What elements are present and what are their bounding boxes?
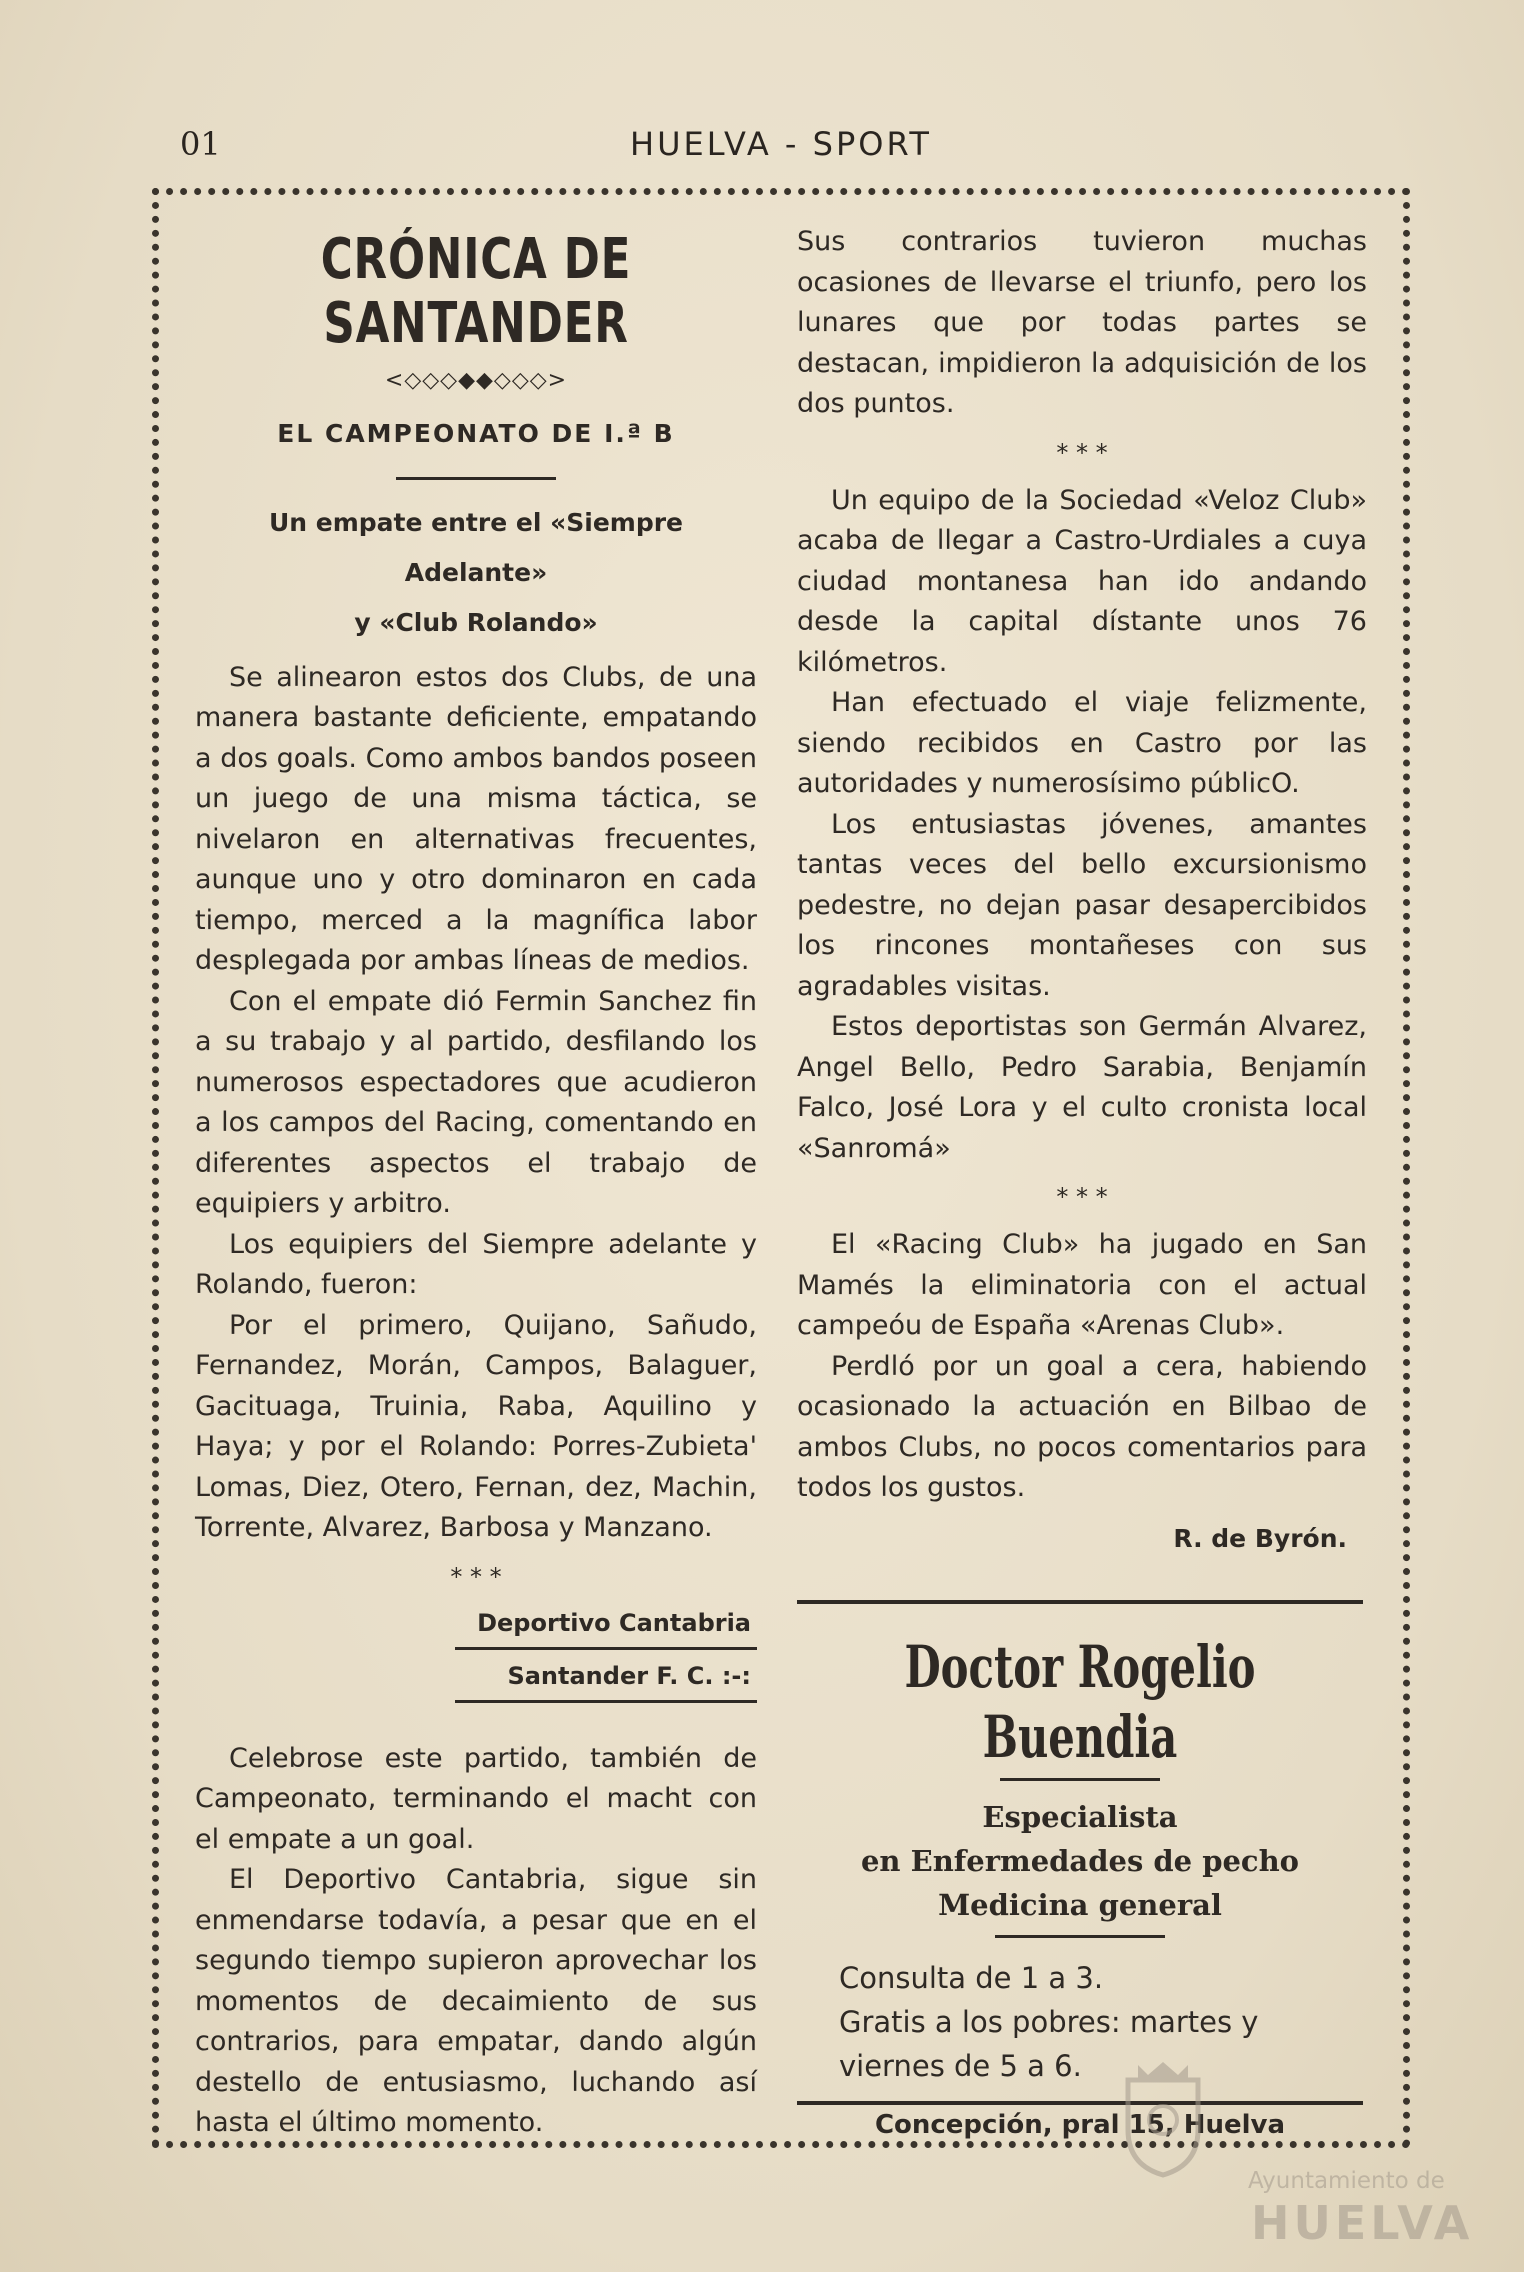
advert-general: Medicina general [938, 1888, 1222, 1922]
paragraph: Han efectuado el viaje felizmente, siendo recibidos en Castro por las autoridades y numerosísimo públicO. [797, 687, 1367, 799]
advert-free-hours: Gratis a los pobres: martes y viernes de 5 a 6. [839, 2005, 1259, 2083]
advert-name: Doctor Rogelio Buendia [904, 1633, 1256, 1771]
divider [455, 1647, 757, 1650]
divider [1000, 1778, 1160, 1781]
page-header [170, 125, 1410, 175]
article-headline [195, 498, 757, 648]
right-column [797, 222, 1367, 1559]
archive-watermark [1118, 2050, 1474, 2260]
divider [995, 1935, 1165, 1938]
headline-line-1: Un empate entre el «Siempre Adelante» [268, 507, 683, 587]
team-name: Deportivo Cantabria [477, 1608, 751, 1637]
watermark-line-2: HUELVA [1251, 2196, 1474, 2250]
paragraph: Los entusiastas jóvenes, amantes tantas veces del bello excursionismo pedestre, no dejan pasar desapercibidos los rincones montañeses con sus agradables visitas. [797, 808, 1367, 1002]
article-title: CRÓNICA DE SANTANDER [320, 227, 632, 356]
section-stars: * * * [1056, 1183, 1108, 1211]
left-column [195, 222, 757, 2144]
paragraph: Estos deportistas son Germán Alvarez, Angel Bello, Pedro Sarabia, Benjamín Falco, José Lora y el culto cronista local «Sanromá» [797, 1011, 1367, 1164]
team-name: Santander F. C. :-: [507, 1661, 751, 1690]
paragraph: Por el primero, Quijano, Sañudo, Fernandez, Morán, Campos, Balaguer, Gacituaga, Truinia, Raba, Aquilino y Haya; y por el Rolando: Porres-Zubieta' Lomas, Diez, Otero, Fernan, dez, Machin, Torrente, Alvarez, Barbosa y Manzano. [195, 1309, 757, 1543]
paragraph: Se alinearon estos dos Clubs, de una manera bastante deficiente, empatando a dos goals. Como ambos bandos poseen un juego de una misma táctica, se nivelaron en alternativas frecuentes, aunque uno y otro dominaron en cada tiempo, merced a la magnífica labor desplegada por ambas líneas de medios. [195, 661, 757, 976]
section-stars: * * * [1056, 438, 1108, 467]
paragraph: Sus contrarios tuvieron muchas ocasiones de llevarse el triunfo, pero los lunares que por todas partes se destacan, impidieron la adquisición de los dos puntos. [797, 226, 1367, 419]
paragraph: Un equipo de la Sociedad «Veloz Club» acaba de llegar a Castro-Urdiales a cuya ciudad montanesa han ido andando desde la capital dístante unos 76 kilómetros. [797, 484, 1367, 678]
article-subtitle: EL CAMPEONATO DE I.ª B [277, 419, 675, 448]
divider [396, 477, 556, 480]
page-number: 01 [180, 125, 221, 163]
advert-specialty-detail: en Enfermedades de pecho [860, 1844, 1300, 1878]
paragraph: Con el empate dió Fermin Sanchez fin a su trabajo y al partido, desfilando los numerosos espectadores que acudieron a los campos del Racing, comentando en diferentes aspectos el trabajo de equipiers y arbitro. [195, 985, 757, 1219]
paragraph: El «Racing Club» ha jugado en San Mamés la eliminatoria con el actual campeóu de España «Arenas Club». [797, 1229, 1367, 1341]
divider [797, 1600, 1363, 1604]
article-signature: R. de Byrón. [1173, 1523, 1347, 1553]
title-ornament: <◇◇◇◆◆◇◇◇> [384, 368, 568, 393]
divider [455, 1700, 757, 1703]
watermark-line-1: Ayuntamiento de [1248, 2168, 1445, 2194]
section-stars: * * * [450, 1562, 502, 1591]
advert-address: Concepción, pral 15, Huelva [874, 2110, 1286, 2140]
paragraph: Celebrose este partido, también de Campeonato, terminando el macht con el empate a un goal. [195, 1742, 757, 1855]
journal-title: HUELVA - SPORT [630, 125, 932, 163]
paragraph: El Deportivo Cantabria, sigue sin enmendarse todavía, a pesar que en el segundo tiempo supieron aprovechar los momentos de decaimiento de sus contrarios, para empatar, dando algún destello de entusiasmo, luchando así hasta el último momento. [195, 1864, 757, 2138]
paragraph: Los equipiers del Siempre adelante y Rolando, fueron: [195, 1228, 757, 1300]
doctor-advertisement [797, 1600, 1363, 2140]
advert-specialty: Especialista [982, 1800, 1178, 1834]
headline-line-2: y «Club Rolando» [354, 607, 598, 637]
paragraph: Perdló por un goal a cera, habiendo ocasionado la actuación en Bilbao de ambos Clubs, no pocos comentarios para todos los gustos. [797, 1350, 1367, 1503]
advert-consult-hours: Consulta de 1 a 3. [839, 1961, 1104, 1995]
coat-of-arms-icon [1118, 2060, 1208, 2180]
